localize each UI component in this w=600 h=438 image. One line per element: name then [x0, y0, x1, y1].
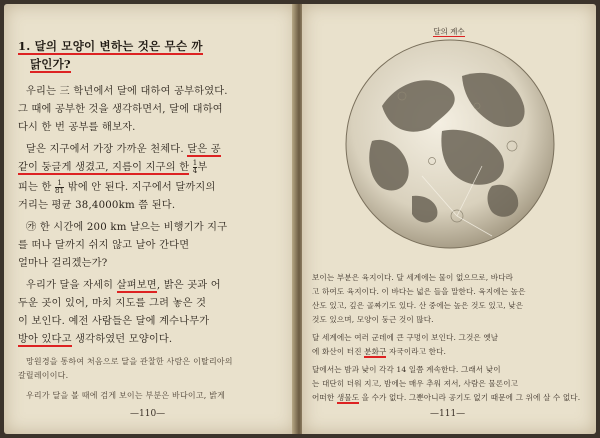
right-page	[302, 4, 596, 434]
right-line-8: 는 대단히 더워 지고, 밤에는 매우 추워 져서, 사람은 물론이고	[312, 379, 519, 388]
right-line-2: 고 하여도 육지이다. 이 바다는 넓은 들을 말한다. 육지에는 높은	[312, 287, 526, 296]
right-line-9: 어떠한 생물도 을 수가 없다. 그뿐아니라 공기도 없기 때문에 그 위에 살 수 없다.	[312, 393, 581, 402]
right-line-4: 것도 있으며, 모양이 둥근 것이 많다.	[312, 315, 434, 324]
body-line-4: 달은 지구에서 가장 가까운 천체다. 달은 공	[26, 144, 221, 155]
note-line-2: 갈릴레이이다.	[18, 371, 69, 380]
body-line-5: 같이 둥글게 생겼고, 지름이 지구의 한 $\frac{1}{4}$ 부	[18, 158, 208, 175]
page-number-left: —110—	[130, 409, 166, 419]
left-page	[4, 4, 296, 434]
fraction-quarter: $\frac{1}{4}$	[192, 158, 198, 175]
body-line-11: 우리가 달을 자세히 살펴보면, 밝은 곳과 어	[26, 280, 221, 291]
underline-saengmul: 생물도	[336, 393, 360, 402]
underline-salpyeobomyeon: 살펴보면	[116, 280, 157, 291]
note-line-1: 망원경을 통하여 처음으로 달을 관찰한 사람은 이탈리아의	[26, 357, 233, 366]
right-line-7: 달에서는 밤과 낮이 각각 14 일쯤 계속한다. 그래서 낮이	[312, 365, 501, 374]
fraction-81: $\frac{1}{81}$	[55, 178, 65, 195]
body-line-12: 두운 곳이 있어, 마치 지도를 그려 놓은 것	[18, 298, 207, 309]
right-line-6: 에 화산이 터진 분화구 자국이라고 한다.	[312, 347, 447, 356]
moon-caption: 달의 계수	[433, 27, 465, 36]
section-heading: 1. 달의 모양이 변하는 것은 무슨 까	[18, 39, 203, 53]
underline-bunhwagu: 분화구	[364, 347, 387, 356]
underline-bang-a: 방아 있다고	[18, 334, 72, 345]
question-line-1: ㉮ 한 시간에 200 km 날으는 비행기가 지구	[26, 222, 228, 233]
body-line-3: 다시 한 번 공부를 해보자.	[18, 122, 136, 133]
underline-dal-eun-gong: 달은 공	[187, 144, 221, 155]
body-line-6: 피는 한 $\frac{1}{81}$ 밖에 안 된다. 지구에서 달까지의	[18, 178, 216, 195]
body-line-7: 거리는 평균 38,4000km 쯤 된다.	[18, 200, 176, 211]
right-line-3: 산도 있고, 깊은 골짜기도 있다. 산 중에는 높은 것도 있고, 낮은	[312, 301, 524, 310]
moon-illustration	[342, 36, 558, 252]
question-line-2: 를 떠나 달까지 쉬지 않고 날아 간다면	[18, 240, 190, 251]
body-line-2: 그 때에 공부한 것을 생각하면서, 달에 대하여	[18, 104, 223, 115]
note-line-3: 우리가 달을 볼 때에 검게 보이는 부분은 바다이고, 밝게	[26, 391, 226, 400]
body-line-1: 우리는 三 학년에서 달에 대하여 공부하였다.	[26, 86, 228, 97]
body-line-13: 이 보인다. 예전 사람들은 달에 계수나무가	[18, 316, 210, 327]
page-number-right: —111—	[430, 409, 466, 419]
body-line-14: 방아 있다고 생각하였던 모양이다.	[18, 334, 173, 345]
section-heading-cont: 닭인가?	[30, 57, 71, 71]
moon-image	[342, 36, 558, 252]
right-line-5: 달 세계에는 여러 군데에 큰 구멍이 보인다. 그것은 옛날	[312, 333, 499, 342]
question-line-3: 얼마나 걸리겠는가?	[18, 258, 108, 269]
right-line-1: 보이는 부분은 육지이다. 달 세계에는 물이 없으므로, 바다라	[312, 273, 514, 282]
